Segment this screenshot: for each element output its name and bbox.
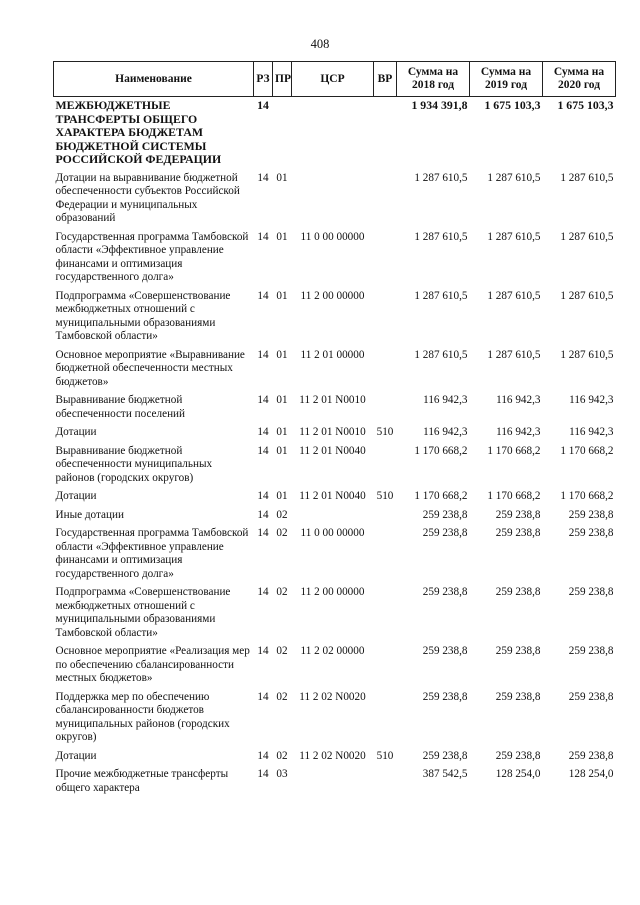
row-sum-2019: 128 254,0 xyxy=(495,768,541,780)
row-vr xyxy=(374,507,397,526)
row-sum-2018: 259 238,8 xyxy=(422,645,468,657)
row-csr xyxy=(292,507,374,526)
row-name: Поддержка мер по обеспечению сбалансированности бюджетов муниципальных районов (городских округов) xyxy=(55,690,230,743)
row-vr xyxy=(374,170,397,229)
row-sum-2020: 1 287 610,5 xyxy=(560,171,614,184)
row-rz: 14 xyxy=(257,289,269,302)
row-sum-2018: 259 238,8 xyxy=(422,508,468,521)
row-name: Дотации на выравнивание бюджетной обеспеченности субъектов Российской Федерации и муниципальных образований xyxy=(55,171,240,224)
table-header-row xyxy=(54,62,616,97)
row-vr xyxy=(374,525,397,584)
row-csr xyxy=(292,170,374,229)
table-row xyxy=(54,424,616,443)
row-sum-2020: 259 238,8 xyxy=(568,586,614,598)
row-sum-2019: 116 942,3 xyxy=(496,394,541,406)
row-csr: 11 2 01 N0040 xyxy=(299,490,366,502)
row-sum-2018: 1 170 668,2 xyxy=(414,490,468,502)
row-name: Государственная программа Тамбовской области «Эффективное управление финансами и оптимизация государственного долга» xyxy=(55,230,249,283)
row-sum-2018: 259 238,8 xyxy=(422,527,468,539)
row-rz: 14 xyxy=(257,444,269,457)
row-csr: 11 2 01 N0010 xyxy=(299,394,366,406)
row-sum-2019: 116 942,3 xyxy=(496,426,541,438)
row-sum-2018: 1 287 610,5 xyxy=(414,171,468,184)
row-sum-2020: 1 287 610,5 xyxy=(560,230,614,243)
row-pr: 02 xyxy=(276,586,288,598)
row-sum-2019: 1 287 610,5 xyxy=(487,348,541,361)
row-vr xyxy=(374,229,397,288)
row-sum-2019: 259 238,8 xyxy=(495,527,541,539)
row-sum-2020: 128 254,0 xyxy=(568,768,614,780)
row-sum-2020: 259 238,8 xyxy=(568,527,614,539)
row-sum-2018: 259 238,8 xyxy=(422,690,468,703)
row-name: Выравнивание бюджетной обеспеченности поселений xyxy=(55,394,186,420)
row-pr: 02 xyxy=(276,508,288,521)
row-sum-2018: 1 287 610,5 xyxy=(414,230,468,243)
row-sum-2020: 1 170 668,2 xyxy=(560,444,614,457)
row-rz: 14 xyxy=(257,768,269,780)
row-rz: 14 xyxy=(257,690,269,703)
row-sum-2018: 387 542,5 xyxy=(422,768,468,780)
row-name: Прочие межбюджетные трансферты общего характера xyxy=(55,768,229,794)
row-pr: 02 xyxy=(276,749,288,762)
table-row xyxy=(54,584,616,643)
header-rz: РЗ xyxy=(254,62,273,97)
row-sum-2020: 1 675 103,3 xyxy=(557,98,614,112)
row-vr xyxy=(374,392,397,424)
row-vr: 510 xyxy=(376,426,394,438)
row-sum-2018: 259 238,8 xyxy=(422,586,468,598)
row-vr xyxy=(374,689,397,748)
row-name: Дотации xyxy=(55,749,97,762)
row-sum-2019: 259 238,8 xyxy=(495,645,541,657)
row-pr: 01 xyxy=(276,348,288,361)
header-sum-2020: Сумма на 2020 год xyxy=(543,62,616,97)
row-sum-2019: 259 238,8 xyxy=(495,749,541,762)
row-pr: 01 xyxy=(276,426,288,438)
row-sum-2019: 259 238,8 xyxy=(495,586,541,598)
row-csr: 11 2 02 N0020 xyxy=(299,690,366,703)
row-sum-2020: 1 170 668,2 xyxy=(560,490,614,502)
row-sum-2018: 1 287 610,5 xyxy=(414,289,468,302)
row-name: Дотации xyxy=(55,426,97,438)
row-rz: 14 xyxy=(257,171,269,184)
row-pr xyxy=(273,97,292,170)
row-csr xyxy=(292,766,374,798)
row-rz: 14 xyxy=(257,749,269,762)
row-name: МЕЖБЮДЖЕТНЫЕ ТРАНСФЕРТЫ ОБЩЕГО ХАРАКТЕРА БЮДЖЕТАМ БЮДЖЕТНОЙ СИСТЕМЫ РОССИЙСКОЙ ФЕДЕРАЦИИ xyxy=(55,98,222,166)
table-row xyxy=(54,507,616,526)
row-pr: 01 xyxy=(276,289,288,302)
table-row xyxy=(54,525,616,584)
table-row xyxy=(54,97,616,170)
row-vr xyxy=(374,643,397,689)
row-rz: 14 xyxy=(257,426,269,438)
row-sum-2019: 259 238,8 xyxy=(495,690,541,703)
table-row xyxy=(54,229,616,288)
row-vr: 510 xyxy=(376,490,394,502)
row-sum-2018: 116 942,3 xyxy=(423,394,468,406)
row-vr: 510 xyxy=(376,749,394,762)
row-pr: 01 xyxy=(276,171,288,184)
row-pr: 02 xyxy=(276,527,288,539)
row-sum-2019: 1 675 103,3 xyxy=(484,98,541,112)
row-csr: 11 2 02 N0020 xyxy=(299,749,366,762)
row-sum-2019: 1 287 610,5 xyxy=(487,230,541,243)
row-vr xyxy=(374,97,397,170)
row-csr: 11 2 01 N0040 xyxy=(299,444,366,457)
row-pr: 03 xyxy=(276,768,288,780)
row-pr: 01 xyxy=(276,230,288,243)
row-vr xyxy=(374,584,397,643)
page-number: 408 xyxy=(310,37,330,51)
row-pr: 01 xyxy=(276,490,288,502)
row-sum-2020: 116 942,3 xyxy=(569,426,614,438)
row-sum-2020: 259 238,8 xyxy=(568,749,614,762)
row-vr xyxy=(374,288,397,347)
row-vr xyxy=(374,443,397,489)
header-sum-2019: Сумма на 2019 год xyxy=(470,62,543,97)
table-row xyxy=(54,288,616,347)
row-sum-2018: 1 934 391,8 xyxy=(411,98,468,112)
row-sum-2020: 1 287 610,5 xyxy=(560,348,614,361)
row-csr: 11 2 00 00000 xyxy=(300,289,365,302)
row-csr: 11 2 02 00000 xyxy=(300,645,365,657)
row-pr: 02 xyxy=(276,690,288,703)
row-name: Основное мероприятие «Реализация мер по обеспечению сбалансированности местных бюджетов» xyxy=(55,645,250,684)
table-row xyxy=(54,766,616,798)
table-row xyxy=(54,488,616,507)
row-csr xyxy=(292,97,374,170)
row-sum-2020: 1 287 610,5 xyxy=(560,289,614,302)
row-csr: 11 0 00 00000 xyxy=(300,230,365,243)
row-name: Государственная программа Тамбовской области «Эффективное управление финансами и оптимизация государственного долга» xyxy=(55,527,249,580)
row-rz: 14 xyxy=(257,645,269,657)
row-name: Подпрограмма «Совершенствование межбюджетных отношений с муниципальными образованиями Тамбовской области» xyxy=(55,289,231,342)
table-row xyxy=(54,643,616,689)
table-row xyxy=(54,443,616,489)
header-pr: ПР xyxy=(273,62,292,97)
header-sum-2018: Сумма на 2018 год xyxy=(397,62,470,97)
row-vr xyxy=(374,347,397,393)
row-rz: 14 xyxy=(257,98,269,112)
row-pr: 01 xyxy=(276,444,288,457)
table-row xyxy=(54,392,616,424)
header-vr: ВР xyxy=(374,62,397,97)
row-rz: 14 xyxy=(257,348,269,361)
row-sum-2019: 1 170 668,2 xyxy=(487,490,541,502)
row-name: Подпрограмма «Совершенствование межбюджетных отношений с муниципальными образованиями Тамбовской области» xyxy=(55,586,231,639)
row-pr: 01 xyxy=(276,394,288,406)
row-sum-2019: 259 238,8 xyxy=(495,508,541,521)
row-csr: 11 2 00 00000 xyxy=(300,586,365,598)
row-sum-2018: 1 287 610,5 xyxy=(414,348,468,361)
row-name: Основное мероприятие «Выравнивание бюджетной обеспеченности местных бюджетов» xyxy=(55,348,245,388)
row-csr: 11 2 01 N0010 xyxy=(299,426,366,438)
row-name: Дотации xyxy=(55,490,97,502)
row-pr: 02 xyxy=(276,645,288,657)
row-rz: 14 xyxy=(257,527,269,539)
row-sum-2019: 1 287 610,5 xyxy=(487,171,541,184)
budget-table xyxy=(53,61,616,798)
row-sum-2020: 259 238,8 xyxy=(568,508,614,521)
row-sum-2020: 259 238,8 xyxy=(568,690,614,703)
row-sum-2020: 116 942,3 xyxy=(569,394,614,406)
row-sum-2018: 116 942,3 xyxy=(423,426,468,438)
row-sum-2018: 259 238,8 xyxy=(422,749,468,762)
row-rz: 14 xyxy=(257,508,269,521)
row-rz: 14 xyxy=(257,394,269,406)
row-name: Выравнивание бюджетной обеспеченности муниципальных районов (городских округов) xyxy=(55,444,213,484)
header-csr: ЦСР xyxy=(292,62,374,97)
row-csr: 11 0 00 00000 xyxy=(300,527,365,539)
row-sum-2020: 259 238,8 xyxy=(568,645,614,657)
row-rz: 14 xyxy=(257,230,269,243)
table-row xyxy=(54,689,616,748)
row-sum-2019: 1 170 668,2 xyxy=(487,444,541,457)
row-name: Иные дотации xyxy=(55,508,124,521)
row-sum-2019: 1 287 610,5 xyxy=(487,289,541,302)
header-name: Наименование xyxy=(54,62,254,97)
row-vr xyxy=(374,766,397,798)
table-row xyxy=(54,347,616,393)
row-rz: 14 xyxy=(257,490,269,502)
row-csr: 11 2 01 00000 xyxy=(300,348,365,361)
table-row xyxy=(54,748,616,767)
row-rz: 14 xyxy=(257,586,269,598)
row-sum-2018: 1 170 668,2 xyxy=(414,444,468,457)
table-row xyxy=(54,170,616,229)
